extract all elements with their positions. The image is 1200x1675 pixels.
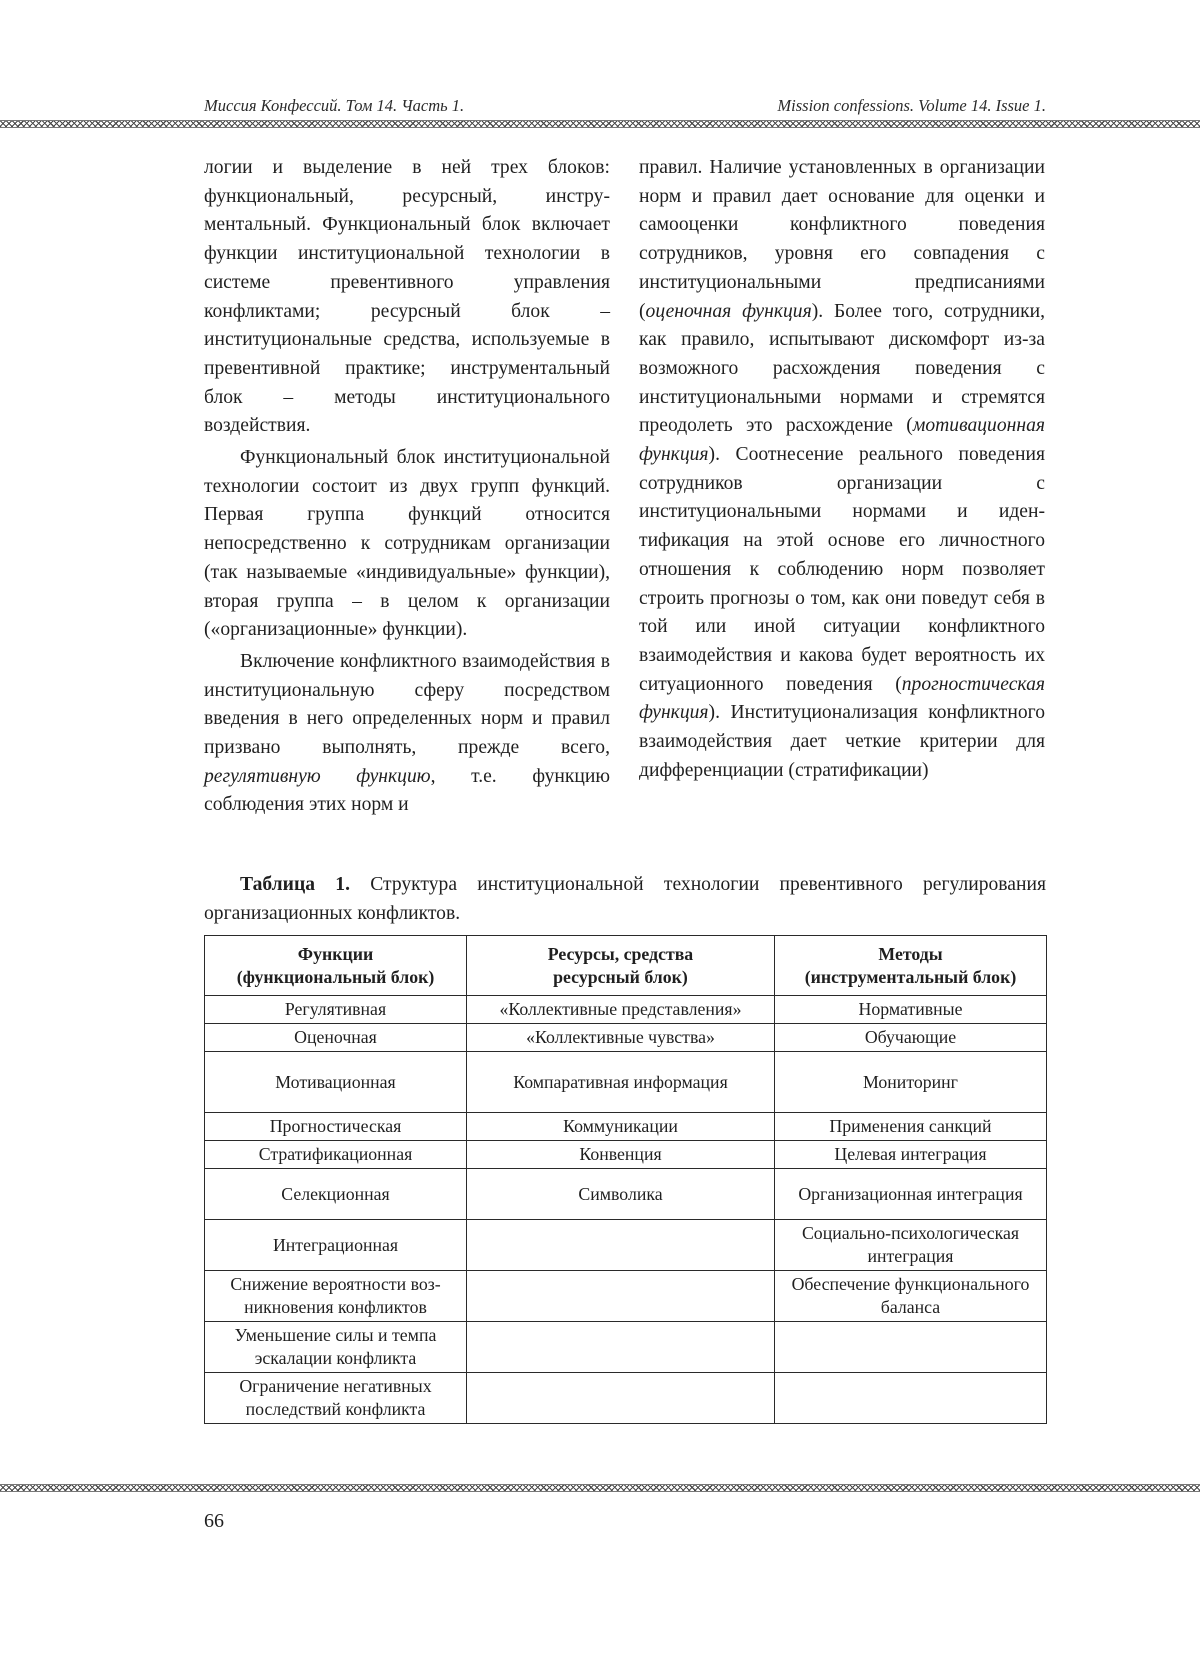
text-run: правил. Наличие установленных в организации норм и правил дает основание для оценки и самооценки конфликтного поведения сотрудников, уровня его совпадения с институциональными предписаниями ( [639,157,1045,322]
running-header [204,96,1046,116]
top-ornament-rule [0,120,1200,128]
header-line: (функциональный блок) [236,966,435,987]
table-cell: Социально-психологическая интеграция [775,1220,1047,1271]
table-row [205,1141,1047,1169]
paragraph: Функциональный блок институциональной технологии состоит из двух групп функций. Первая группа функций относится непосредственно к сотрудникам организации (так называемые «индивидуальные» функции), вторая группа – в целом к организации («организационные» функции). [204,447,610,641]
table-row [205,1052,1047,1113]
table-row [205,1024,1047,1052]
table-cell [775,1322,1047,1373]
table-row [205,1169,1047,1220]
header-line: Методы [878,943,943,964]
italic-term: регулятивную функцию [204,765,431,787]
italic-term: прогностическая функция [639,673,1045,724]
table-cell: Организационная интеграция [775,1169,1047,1220]
table-cell [775,1373,1047,1424]
text-run: ). Соотнесение реального поведения сотрудников организации с институциональными нормами и идентификация на этой основе его личностного отношения к соблюдению норм позволяет строить прогнозы о том, как они поведут себя в той или иной ситуации конфликтного взаимодействия и какова будет вероятность их ситуационного поведения ( [639,444,1045,695]
table-cell [467,1373,775,1424]
table-row [205,1322,1047,1373]
bottom-ornament-rule [0,1484,1200,1492]
table-cell: Применения санкций [775,1113,1047,1141]
header-line: (инструментальный блок) [804,966,1017,987]
text-run: ). Более того, сотрудники, как правило, испытывают дискомфорт из-за возможного расхождения поведения с институциональными нормами и стремятся преодолеть это расхождение ( [639,300,1045,437]
table-header-cell [467,936,775,996]
header-right: Mission confessions. Volume 14. Issue 1. [777,96,1046,115]
header-line: Ресурсы, средства [547,943,694,964]
table-cell [467,1220,775,1271]
table-cell: Мотивационная [205,1052,467,1113]
table-cell: «Коллективные чувства» [467,1024,775,1052]
page-number: 66 [204,1510,224,1532]
table-cell [467,1322,775,1373]
table-cell [467,1271,775,1322]
table-cell: Целевая интеграция [775,1141,1047,1169]
table-cell: Стратификационная [205,1141,467,1169]
table-cell: Нормативные [775,996,1047,1024]
table-header-row [205,936,1047,996]
italic-term: мотивационная функция [639,415,1045,466]
table-cell: Символика [467,1169,775,1220]
italic-term: оценочная функция [645,300,812,322]
table-row [205,1113,1047,1141]
paragraph: логии и выделение в ней трех блоков: функциональный, ресурсный, инструментальный. Функциональный блок включает функции институциональной технологии в системе превентивного управления конфликтами; ресурсный блок – институциональные средства, используемые в превентивной практике; инструментальный блок – методы институционального воздействия. [204,157,610,437]
table-cell: Обеспечение функционального баланса [775,1271,1047,1322]
table-row [205,1373,1047,1424]
table-cell: Компаративная информация [467,1052,775,1113]
table-cell: Уменьшение силы и темпа эскалации конфликта [205,1322,467,1373]
header-line: Функции [297,943,374,964]
table-row [205,1271,1047,1322]
paragraph [204,648,610,820]
paragraph [639,154,1045,785]
left-column [204,154,610,820]
text-run: ). Институционализация конфликтного взаимодействия дает четкие критерии для дифференциации (стратификации) [639,702,1045,781]
table-header-cell [205,936,467,996]
table-header-cell [775,936,1047,996]
table-cell: Регулятивная [205,996,467,1024]
text-run: , т.е. функцию соблюдения этих норм и [204,765,610,816]
table-cell: Мониторинг [775,1052,1047,1113]
caption-label: Таблица 1. [240,874,350,895]
text-run: Включение конфликтного взаимодействия в институциональную сферу посредством введения в него определенных норм и правил призвано выполнять, прежде всего, [204,650,610,759]
table-cell: Конвенция [467,1141,775,1169]
table-cell: Ограничение негативных последствий конфликта [205,1373,467,1424]
table-cell: Интеграционная [205,1220,467,1271]
header-left: Миссия Конфессий. Том 14. Часть 1. [204,96,465,115]
structure-table [204,935,1047,1424]
right-column [639,154,1045,785]
header-line: ресурсный блок) [553,966,688,987]
table-caption [204,871,1046,928]
caption-text: Структура институциональной технологии превентивного регулирования организационных конфликтов. [204,874,1046,924]
table-row [205,1220,1047,1271]
table-cell: Прогностическая [205,1113,467,1141]
table-cell: Обучающие [775,1024,1047,1052]
table-cell: Снижение вероятности возникновения конфликтов [205,1271,467,1322]
table-row [205,996,1047,1024]
table-cell: Коммуникации [467,1113,775,1141]
table-cell: Селекционная [205,1169,467,1220]
table-cell: Оценочная [205,1024,467,1052]
table-cell: «Коллективные представления» [467,996,775,1024]
